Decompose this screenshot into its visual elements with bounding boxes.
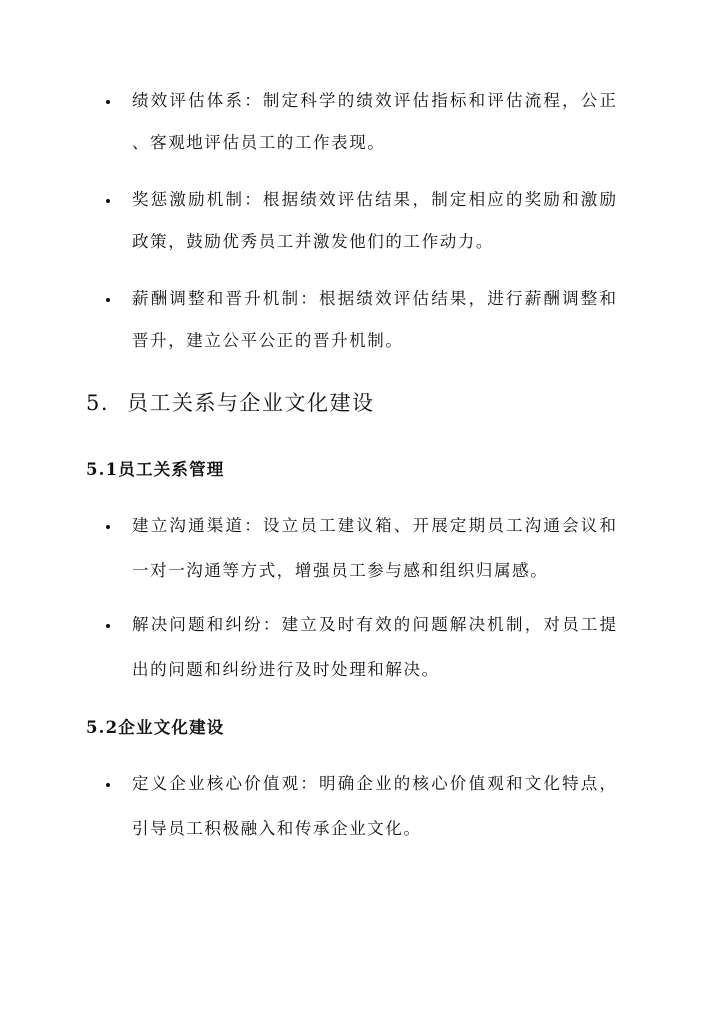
subsection-heading: 5.1员工关系管理 [86, 460, 225, 479]
bullet-icon [106, 525, 110, 529]
bullet-text-line: 、客观地评估员工的工作表现。 [132, 133, 386, 152]
bullet-text-line: 奖惩激励机制：根据绩效评估结果，制定相应的奖励和激励 [132, 190, 619, 209]
bullet-text-line: 一对一沟通等方式，增强员工参与感和组织归属感。 [132, 561, 549, 580]
bullet-text-line: 出的问题和纠纷进行及时处理和解决。 [132, 660, 440, 679]
bullet-text-line: 晋升，建立公平公正的晋升机制。 [132, 331, 404, 350]
section-number: 5. [86, 391, 110, 415]
section-heading [86, 387, 375, 417]
bullet-text-line: 建立沟通渠道：设立员工建议箱、开展定期员工沟通会议和 [132, 516, 619, 535]
bullet-text-line: 绩效评估体系：制定科学的绩效评估指标和评估流程，公正 [132, 91, 619, 110]
bullet-icon [106, 624, 110, 628]
bullet-icon [106, 199, 110, 203]
bullet-text-line: 薪酬调整和晋升机制：根据绩效评估结果，进行薪酬调整和 [132, 289, 619, 308]
section-title: 员工关系与企业文化建设 [127, 391, 375, 415]
bullet-icon [106, 298, 110, 302]
bullet-text-line: 解决问题和纠纷：建立及时有效的问题解决机制，对员工提 [132, 615, 619, 634]
bullet-text-line: 政策，鼓励优秀员工并激发他们的工作动力。 [132, 232, 494, 251]
bullet-icon [106, 100, 110, 104]
bullet-text-line: 引导员工积极融入和传承企业文化。 [132, 819, 422, 838]
bullet-icon [106, 783, 110, 787]
bullet-text-line: 定义企业核心价值观：明确企业的核心价值观和文化特点， [132, 774, 619, 793]
subsection-heading: 5.2企业文化建设 [86, 718, 225, 737]
